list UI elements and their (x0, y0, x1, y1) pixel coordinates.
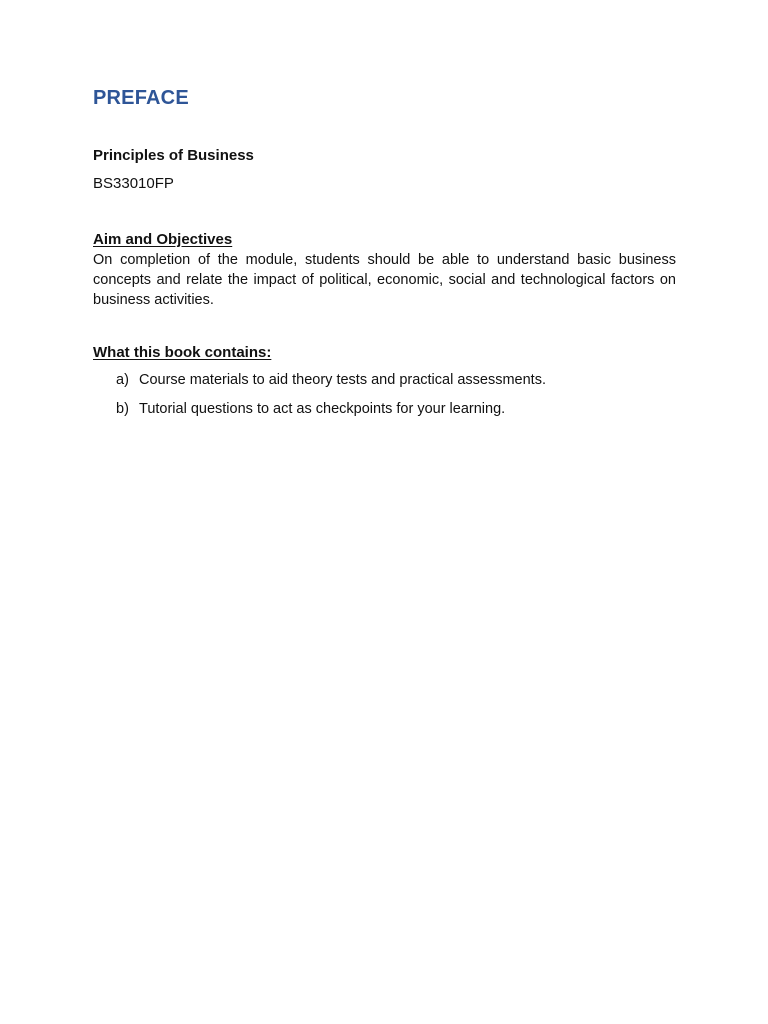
list-item (116, 399, 676, 419)
module-code: BS33010FP (93, 175, 174, 192)
contents-heading: What this book contains: (93, 344, 272, 361)
aim-heading: Aim and Objectives (93, 231, 233, 248)
page-title: PREFACE (93, 87, 189, 109)
list-item-text: Course materials to aid theory tests and practical assessments. (139, 372, 546, 388)
list-item (116, 370, 676, 390)
document-page (93, 0, 676, 1024)
aim-paragraph: On completion of the module, students should be able to understand basic business concepts and relate the impact of political, economic, social and technological factors on business activities. (93, 252, 676, 308)
list-item-marker: b) (116, 401, 129, 417)
list-item-marker: a) (116, 372, 129, 388)
list-item-text: Tutorial questions to act as checkpoints for your learning. (139, 401, 506, 417)
contents-list (116, 370, 676, 428)
module-name: Principles of Business (93, 147, 254, 164)
